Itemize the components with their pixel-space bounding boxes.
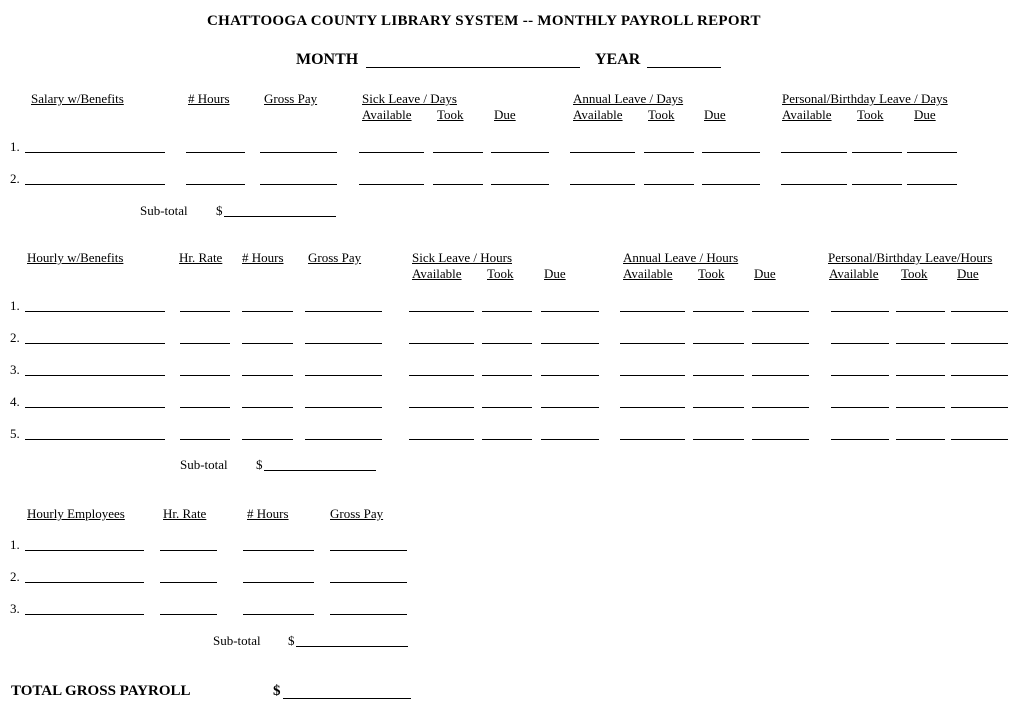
gross-pay-field[interactable] [305, 375, 382, 376]
hours-field[interactable] [242, 439, 293, 440]
personal-due-field[interactable] [951, 407, 1008, 408]
subtotal-currency: $ [216, 203, 223, 218]
row-number: 3. [10, 601, 20, 616]
subtotal-label: Sub-total [180, 457, 228, 472]
name-field[interactable] [25, 343, 165, 344]
subtotal-label: Sub-total [213, 633, 261, 648]
subtotal-field[interactable] [264, 470, 376, 471]
annual-took-field[interactable] [693, 407, 744, 408]
annual-leave-header: Annual Leave / Hours [623, 250, 739, 265]
personal-took-field[interactable] [852, 152, 902, 153]
gross-pay-header: Gross Pay [264, 91, 318, 106]
sick-took-field[interactable] [482, 407, 532, 408]
sick-due-header: Due [544, 266, 566, 281]
personal-available-field[interactable] [831, 439, 889, 440]
annual-available-field[interactable] [620, 439, 685, 440]
sick-available-field[interactable] [409, 311, 474, 312]
name-field[interactable] [25, 184, 165, 185]
sick-available-field[interactable] [409, 375, 474, 376]
rate-field[interactable] [180, 439, 230, 440]
sick-due-field[interactable] [541, 375, 599, 376]
annual-took-header: Took [698, 266, 725, 281]
annual-due-field[interactable] [702, 184, 760, 185]
annual-available-field[interactable] [620, 343, 685, 344]
annual-available-field[interactable] [570, 152, 635, 153]
subtotal-currency: $ [288, 633, 295, 648]
personal-due-field[interactable] [951, 343, 1008, 344]
annual-available-field[interactable] [570, 184, 635, 185]
sick-available-field[interactable] [409, 439, 474, 440]
personal-took-field[interactable] [896, 343, 945, 344]
rate-field[interactable] [160, 614, 217, 615]
year-label: YEAR [595, 51, 641, 68]
annual-due-field[interactable] [702, 152, 760, 153]
year-field[interactable] [647, 67, 721, 68]
subtotal-currency: $ [256, 457, 263, 472]
name-field[interactable] [25, 152, 165, 153]
name-field[interactable] [25, 439, 165, 440]
gross-pay-header: Gross Pay [330, 506, 384, 521]
row-number: 2. [10, 569, 20, 584]
gross-pay-field[interactable] [260, 152, 337, 153]
sick-available-header: Available [362, 107, 412, 122]
rate-field[interactable] [180, 311, 230, 312]
subtotal-field[interactable] [296, 646, 408, 647]
row-number: 3. [10, 362, 20, 377]
personal-took-field[interactable] [896, 439, 945, 440]
personal-available-field[interactable] [831, 343, 889, 344]
row-number: 1. [10, 298, 20, 313]
personal-due-field[interactable] [951, 375, 1008, 376]
personal-available-field[interactable] [831, 375, 889, 376]
annual-available-field[interactable] [620, 407, 685, 408]
rate-field[interactable] [180, 375, 230, 376]
sick-took-field[interactable] [433, 152, 483, 153]
page-title: CHATTOOGA COUNTY LIBRARY SYSTEM -- MONTHLY PAYROLL REPORT [207, 13, 761, 29]
sick-due-field[interactable] [541, 439, 599, 440]
total-currency: $ [273, 683, 281, 699]
row-number: 2. [10, 171, 20, 186]
month-field[interactable] [366, 67, 580, 68]
personal-due-field[interactable] [907, 152, 957, 153]
hours-field[interactable] [243, 550, 314, 551]
sick-available-field[interactable] [409, 343, 474, 344]
name-field[interactable] [25, 614, 144, 615]
annual-took-field[interactable] [644, 152, 694, 153]
personal-available-field[interactable] [781, 184, 847, 185]
personal-due-field[interactable] [951, 311, 1008, 312]
rate-header: Hr. Rate [179, 250, 223, 265]
gross-pay-field[interactable] [260, 184, 337, 185]
gross-pay-field[interactable] [330, 582, 407, 583]
name-field[interactable] [25, 407, 165, 408]
gross-pay-field[interactable] [330, 614, 407, 615]
sick-leave-header: Sick Leave / Days [362, 91, 457, 106]
sick-due-field[interactable] [491, 184, 549, 185]
annual-took-field[interactable] [693, 375, 744, 376]
personal-due-field[interactable] [907, 184, 957, 185]
gross-pay-field[interactable] [305, 311, 382, 312]
personal-took-field[interactable] [852, 184, 902, 185]
personal-available-header: Available [829, 266, 879, 281]
annual-due-field[interactable] [752, 439, 809, 440]
sick-available-field[interactable] [409, 407, 474, 408]
hourly-employees-header: Hourly Employees [27, 506, 125, 521]
rate-header: Hr. Rate [163, 506, 207, 521]
gross-pay-header: Gross Pay [308, 250, 362, 265]
sick-due-field[interactable] [491, 152, 549, 153]
name-field[interactable] [25, 375, 165, 376]
row-number: 1. [10, 139, 20, 154]
sick-available-field[interactable] [359, 152, 424, 153]
personal-leave-header: Personal/Birthday Leave/Hours [828, 250, 993, 265]
annual-available-header: Available [623, 266, 673, 281]
sick-took-field[interactable] [482, 375, 532, 376]
hours-field[interactable] [186, 184, 245, 185]
hours-field[interactable] [242, 407, 293, 408]
annual-due-header: Due [754, 266, 776, 281]
hours-header: # Hours [188, 91, 230, 106]
annual-took-field[interactable] [644, 184, 694, 185]
annual-due-field[interactable] [752, 343, 809, 344]
subtotal-label: Sub-total [140, 203, 188, 218]
personal-available-field[interactable] [831, 407, 889, 408]
hours-field[interactable] [243, 614, 314, 615]
month-label: MONTH [296, 51, 359, 68]
sick-took-field[interactable] [433, 184, 483, 185]
annual-available-header: Available [573, 107, 623, 122]
hours-field[interactable] [242, 375, 293, 376]
gross-pay-field[interactable] [305, 407, 382, 408]
personal-took-header: Took [857, 107, 884, 122]
hours-header: # Hours [247, 506, 289, 521]
rate-field[interactable] [160, 550, 217, 551]
annual-leave-header: Annual Leave / Days [573, 91, 684, 106]
personal-due-header: Due [914, 107, 936, 122]
salary-header: Salary w/Benefits [31, 91, 124, 106]
sick-due-field[interactable] [541, 311, 599, 312]
personal-took-field[interactable] [896, 375, 945, 376]
sick-available-field[interactable] [359, 184, 424, 185]
personal-took-field[interactable] [896, 407, 945, 408]
annual-took-header: Took [648, 107, 675, 122]
rate-field[interactable] [180, 343, 230, 344]
personal-available-header: Available [782, 107, 832, 122]
total-gross-payroll-field[interactable] [283, 698, 411, 699]
personal-available-field[interactable] [781, 152, 847, 153]
annual-took-field[interactable] [693, 343, 744, 344]
row-number: 1. [10, 537, 20, 552]
personal-due-field[interactable] [951, 439, 1008, 440]
sick-leave-header: Sick Leave / Hours [412, 250, 513, 265]
annual-took-field[interactable] [693, 439, 744, 440]
total-gross-payroll-label: TOTAL GROSS PAYROLL [11, 683, 191, 699]
sick-due-header: Due [494, 107, 516, 122]
name-field[interactable] [25, 582, 144, 583]
sick-took-header: Took [437, 107, 464, 122]
hours-field[interactable] [243, 582, 314, 583]
annual-due-field[interactable] [752, 407, 809, 408]
hours-field[interactable] [242, 343, 293, 344]
row-number: 2. [10, 330, 20, 345]
personal-available-field[interactable] [831, 311, 889, 312]
personal-leave-header: Personal/Birthday Leave / Days [782, 91, 948, 106]
row-number: 4. [10, 394, 20, 409]
personal-took-header: Took [901, 266, 928, 281]
gross-pay-field[interactable] [305, 439, 382, 440]
rate-field[interactable] [180, 407, 230, 408]
annual-available-field[interactable] [620, 375, 685, 376]
personal-took-field[interactable] [896, 311, 945, 312]
sick-took-field[interactable] [482, 311, 532, 312]
annual-took-field[interactable] [693, 311, 744, 312]
rate-field[interactable] [160, 582, 217, 583]
sick-due-field[interactable] [541, 407, 599, 408]
annual-due-header: Due [704, 107, 726, 122]
sick-available-header: Available [412, 266, 462, 281]
gross-pay-field[interactable] [330, 550, 407, 551]
hourly-benefits-header: Hourly w/Benefits [27, 250, 124, 265]
hours-field[interactable] [242, 311, 293, 312]
sick-took-header: Took [487, 266, 514, 281]
name-field[interactable] [25, 311, 165, 312]
personal-due-header: Due [957, 266, 979, 281]
name-field[interactable] [25, 550, 144, 551]
subtotal-field[interactable] [224, 216, 336, 217]
annual-due-field[interactable] [752, 375, 809, 376]
sick-due-field[interactable] [541, 343, 599, 344]
gross-pay-field[interactable] [305, 343, 382, 344]
hours-header: # Hours [242, 250, 284, 265]
annual-due-field[interactable] [752, 311, 809, 312]
sick-took-field[interactable] [482, 439, 532, 440]
sick-took-field[interactable] [482, 343, 532, 344]
hours-field[interactable] [186, 152, 245, 153]
annual-available-field[interactable] [620, 311, 685, 312]
row-number: 5. [10, 426, 20, 441]
